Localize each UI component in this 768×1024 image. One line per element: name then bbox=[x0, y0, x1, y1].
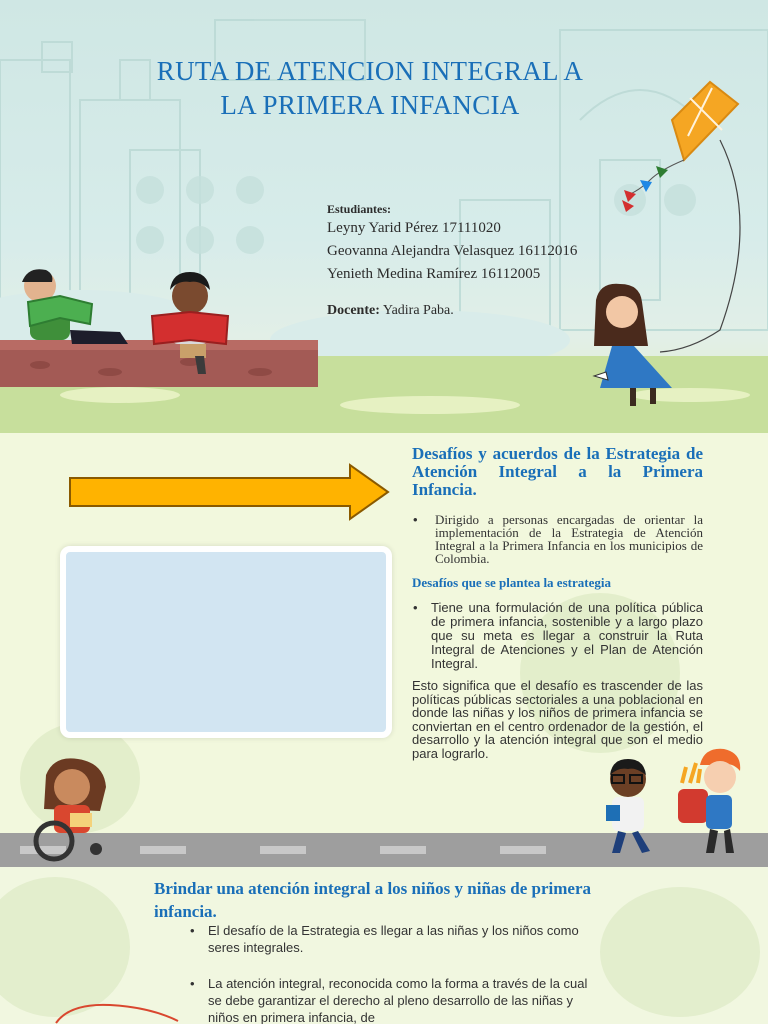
student-name: Geovanna Alejandra Velasquez 16112016 bbox=[327, 243, 578, 259]
subsection-heading: Desafíos que se plantea la estrategia bbox=[412, 575, 611, 590]
image-placeholder bbox=[60, 546, 392, 738]
paragraph: Esto significa que el desafío es trascender de las políticas públicas sectoriales a una poblacional en donde las niñas y los niños de primera infancia se conviertan en el centro ordenador de la gestión, el desarrollo y la atención integral que son el medio para lograrlo. bbox=[412, 678, 703, 761]
bullet-icon: • bbox=[190, 923, 195, 938]
student-name: Yenieth Medina Ramírez 16112005 bbox=[327, 266, 541, 282]
girl-flying-kite-illustration bbox=[594, 284, 672, 406]
child-with-backpack-illustration bbox=[674, 743, 750, 859]
road-marking bbox=[380, 846, 426, 854]
decorative-string-line bbox=[50, 997, 180, 1024]
bullet-icon: • bbox=[413, 512, 418, 527]
road-marking bbox=[140, 846, 186, 854]
section-heading: Desafíos y acuerdos de la Estrategia de Atención Integral a la Primera Infancia. bbox=[412, 444, 703, 499]
bullet-text: Dirigido a personas encargadas de orientar la implementación de la Estrategia de Atención Integral a la Primera Infancia en los municipios de Colombia. bbox=[435, 512, 703, 566]
arrow-right-icon bbox=[68, 463, 392, 521]
bullet-icon: • bbox=[190, 976, 195, 991]
bullet-text: El desafío de la Estrategia es llegar a las niñas y los niños como seres integrales. bbox=[208, 923, 579, 955]
students-label: Estudiantes: bbox=[327, 202, 392, 216]
page-title: RUTA DE ATENCION INTEGRAL A LA PRIMERA INFANCIA bbox=[156, 56, 584, 120]
challenges-section bbox=[0, 433, 768, 867]
teacher-line bbox=[327, 303, 454, 319]
road-marking bbox=[500, 846, 546, 854]
integral-care-section bbox=[0, 867, 768, 1024]
child-with-glasses-illustration bbox=[598, 749, 658, 861]
decorative-leaf bbox=[0, 877, 130, 1017]
bullet-text: La atención integral, reconocida como la forma a través de la cual se debe garantizar el derecho al pleno desarrollo de las niñas y niños en primera infancia, de bbox=[208, 976, 588, 1024]
bullet-text: Tiene una formulación de una política pública de primera infancia, sostenible y a largo plazo que su meta es llegar a construir la Ruta Integral de Atenciones y el Plan de Atención Integral. bbox=[431, 600, 703, 671]
section-heading: Brindar una atención integral a los niños y niñas de primera infancia. bbox=[154, 879, 592, 921]
bullet-icon: • bbox=[413, 600, 418, 615]
title-banner bbox=[0, 0, 768, 433]
road-marking bbox=[260, 846, 306, 854]
teacher-name: Yadira Paba. bbox=[382, 303, 454, 318]
students-block bbox=[327, 202, 577, 286]
teacher-label: Docente: bbox=[327, 303, 380, 318]
child-wheelchair-illustration bbox=[26, 753, 116, 863]
bullet-item bbox=[413, 513, 703, 565]
student-name: Leyny Yarid Pérez 17111020 bbox=[327, 220, 501, 236]
decorative-leaf bbox=[600, 887, 760, 1017]
bullet-item bbox=[190, 922, 590, 956]
bullet-item bbox=[190, 975, 590, 1024]
bullet-item bbox=[413, 601, 703, 671]
